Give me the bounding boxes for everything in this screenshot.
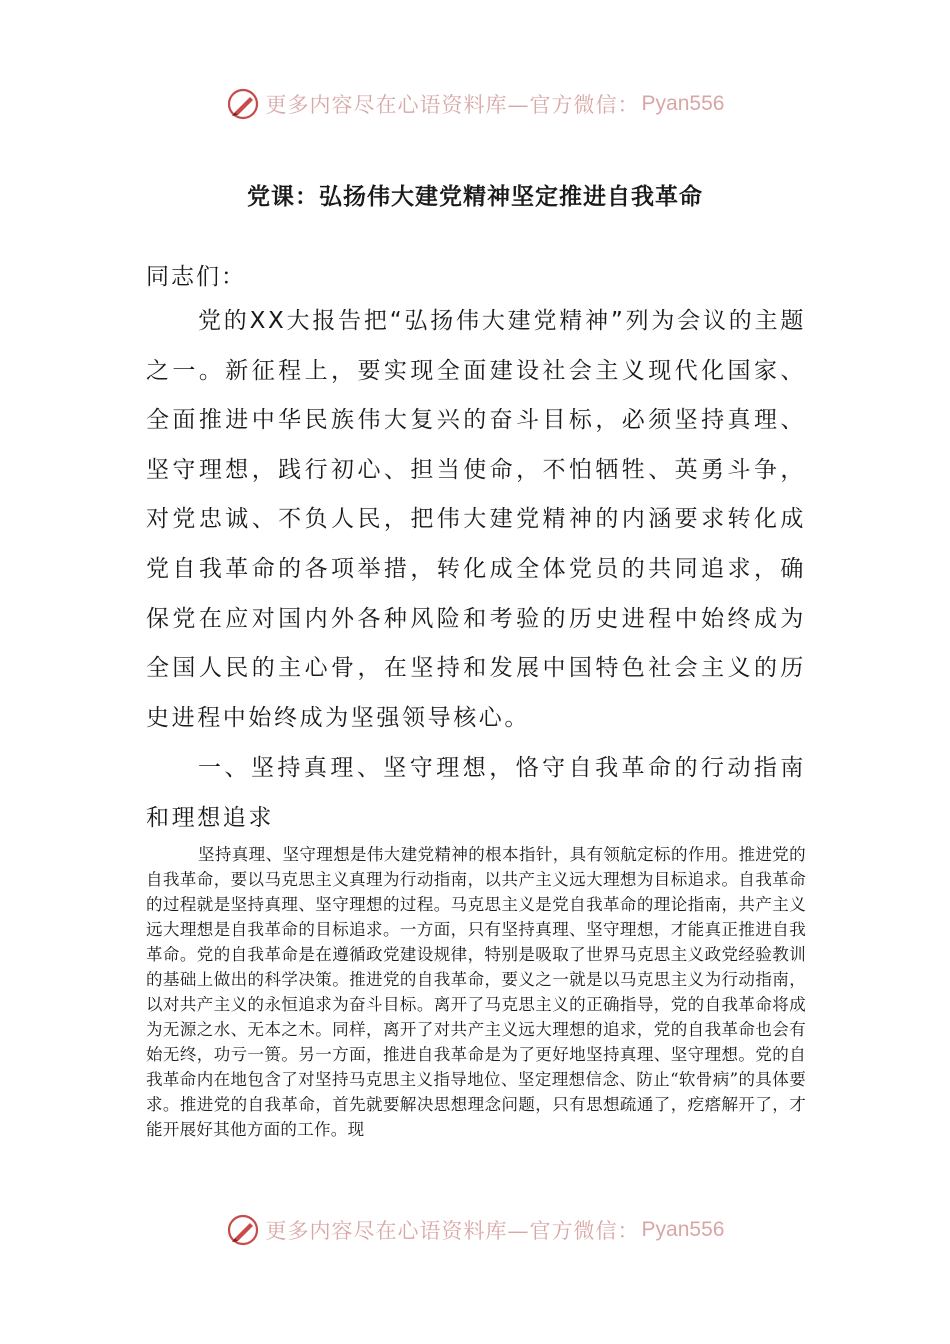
watermark-banner-bottom [0, 1210, 950, 1250]
watermark-banner-top [0, 84, 950, 124]
watermark-wechat-id: Pyan556 [641, 1218, 725, 1241]
pen-logo-icon [226, 87, 260, 121]
watermark-text: 更多内容尽在心语资料库—官方微信： [265, 93, 640, 117]
body-paragraph: 坚持真理、坚守理想是伟大建党精神的根本指针，具有领航定标的作用。推进党的自我革命，要以马克思主义真理为行动指南，以共产主义远大理想为目标追求。自我革命的过程就是坚持真理、坚守理想的过程。马克思主义是党自我革命的理论指南，共产主义远大理想是自我革命的目标追求。一方面，只有坚持真理、坚守理想，才能真正推进自我革命。党的自我革命是在遵循政党建设规律，特别是吸取了世界马克思主义政党经验教训的基础上做出的科学决策。推进党的自我革命，要义之一就是以马克思主义为行动指南，以对共产主义的永恒追求为奋斗目标。离开了马克思主义的正确指导，党的自我革命将成为无源之水、无本之木。同样，离开了对共产主义远大理想的追求，党的自我革命也会有始无终，功亏一篑。另一方面，推进自我革命是为了更好地坚持真理、坚守理想。党的自我革命内在地包含了对坚持马克思主义指导地位、坚定理想信念、防止“软骨病”的具体要求。推进党的自我革命，首先就要解决思想理念问题，只有思想疏通了，疙瘩解开了，才能开展好其他方面的工作。现 [146, 845, 806, 1139]
watermark-text: 更多内容尽在心语资料库—官方微信： [265, 1219, 640, 1243]
intro-paragraph: 党的XX大报告把“弘扬伟大建党精神”列为会议的主题之一。新征程上，要实现全面建设社会主义现代化国家、全面推进中华民族伟大复兴的奋斗目标，必须坚持真理、坚守理想，践行初心、担当使命，不怕牺牲、英勇斗争，对党忠诚、不负人民，把伟大建党精神的内涵要求转化成党自我革命的各项举措，转化成全体党员的共同追求，确保党在应对国内外各种风险和考验的历史进程中始终成为全国人民的主心骨，在坚持和发展中国特色社会主义的历史进程中始终成为坚强领导核心。 [146, 308, 806, 731]
document-title: 党课：弘扬伟大建党精神坚定推进自我革命 [247, 184, 703, 210]
section-heading: 一、坚持真理、坚守理想，恪守自我革命的行动指南和理想追求 [146, 755, 806, 831]
salutation: 同志们： [146, 264, 246, 290]
pen-logo-icon [226, 1213, 260, 1247]
watermark-wechat-id: Pyan556 [641, 92, 725, 115]
